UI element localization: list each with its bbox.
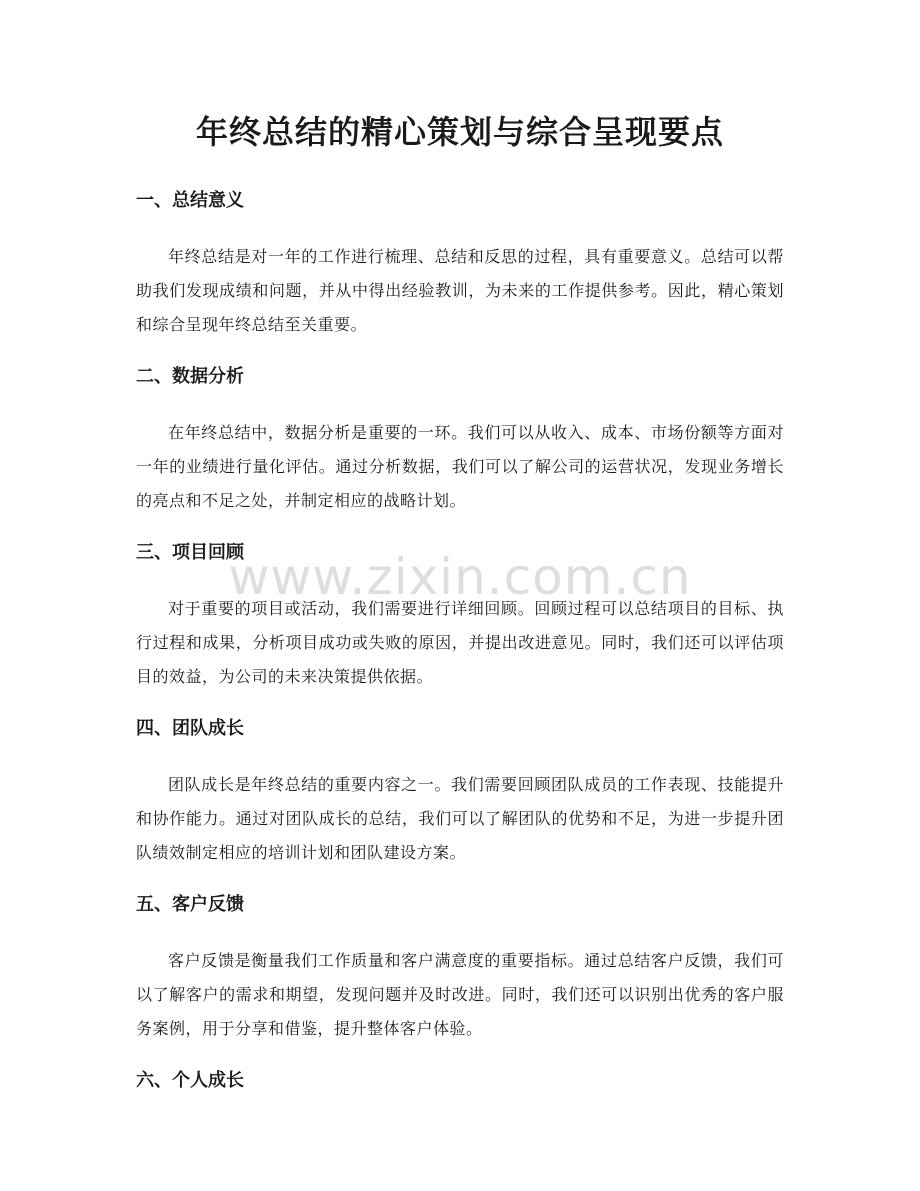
watermark: www.zixin.com.cn (228, 548, 692, 606)
section-heading: 五、客户反馈 (136, 894, 244, 915)
document-body (136, 186, 784, 1096)
section (136, 538, 784, 694)
section-paragraph: 对于重要的项目或活动，我们需要进行详细回顾。回顾过程可以总结项目的目标、执行过程和成果，分析项目成功或失败的原因，并提出改进意见。同时，我们还可以评估项目的效益，为公司的未来决策提供依据。 (136, 599, 784, 686)
section-paragraph: 团队成长是年终总结的重要内容之一。我们需要回顾团队成员的工作表现、技能提升和协作能力。通过对团队成长的总结，我们可以了解团队的优势和不足，为进一步提升团队绩效制定相应的培训计划和团队建设方案。 (136, 775, 784, 862)
section (136, 186, 784, 342)
section (136, 1066, 784, 1096)
section (136, 362, 784, 518)
document-title: 年终总结的精心策划与综合呈现要点 (195, 113, 724, 151)
section-heading: 四、团队成长 (136, 718, 244, 739)
section-paragraph: 年终总结是对一年的工作进行梳理、总结和反思的过程，具有重要意义。总结可以帮助我们发现成绩和问题，并从中得出经验教训，为未来的工作提供参考。因此，精心策划和综合呈现年终总结至关重要。 (136, 247, 784, 334)
section-paragraph: 客户反馈是衡量我们工作质量和客户满意度的重要指标。通过总结客户反馈，我们可以了解客户的需求和期望，发现问题并及时改进。同时，我们还可以识别出优秀的客户服务案例，用于分享和借鉴，提升整体客户体验。 (136, 951, 784, 1038)
section (136, 714, 784, 870)
section-heading: 一、总结意义 (136, 190, 244, 211)
section-paragraph: 在年终总结中，数据分析是重要的一环。我们可以从收入、成本、市场份额等方面对一年的业绩进行量化评估。通过分析数据，我们可以了解公司的运营状况，发现业务增长的亮点和不足之处，并制定相应的战略计划。 (136, 423, 784, 510)
section (136, 890, 784, 1046)
section-heading: 六、个人成长 (136, 1070, 244, 1091)
section-heading: 二、数据分析 (136, 366, 244, 387)
section-heading: 三、项目回顾 (136, 542, 244, 563)
